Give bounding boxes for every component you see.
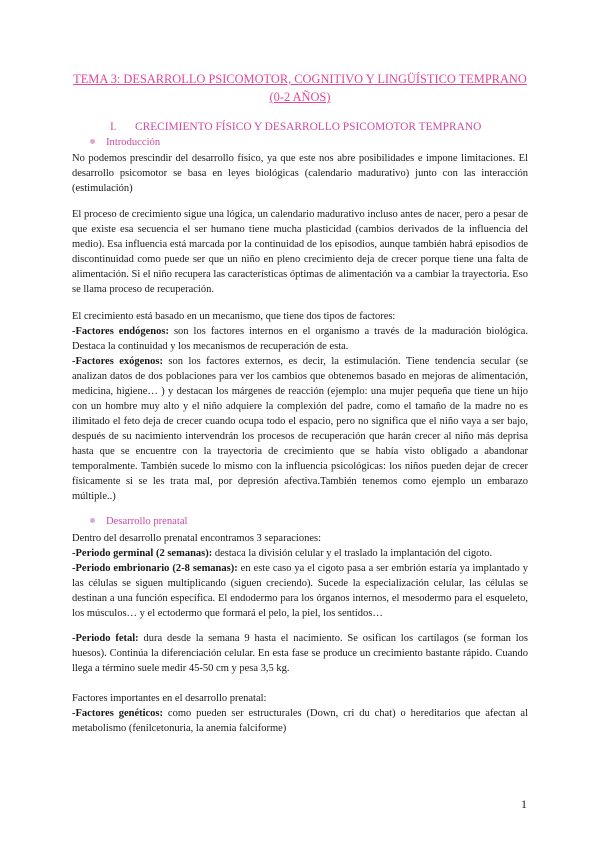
subsection-desarrollo-prenatal (90, 516, 187, 527)
section-number: I. (110, 121, 117, 133)
bullet-icon (90, 518, 95, 523)
term-text: son los factores internos en el organismo a través de la maduración biológica. Destaca la continuidad y los mecanismos de recuperación de esta. (72, 326, 528, 352)
document-title: TEMA 3: DESARROLLO PSICOMOTOR, COGNITIVO Y LINGÜÍSTICO TEMPRANO (0-2 AÑOS) (73, 72, 527, 104)
periodo-germinal (72, 546, 528, 561)
periodo-fetal (72, 631, 528, 676)
periodo-embrionario (72, 561, 528, 621)
term-label: -Periodo fetal: (72, 633, 139, 644)
subsection-label: Introducción (106, 137, 161, 148)
subsection-introduccion (90, 137, 160, 148)
paragraph: El proceso de crecimiento sigue una lógica, un calendario madurativo incluso antes de nacer, pero a pesar de que existe esa secuencia el ser humano tiene mucha plasticidad (cambios derivados de la influencia del medio). Esa influencia está marcada por la continuidad de los episodios, aunque también habrá episodios de discontinuidad como puede ser que un niño en pleno crecimiento deja de crecer porque tiene una falta de alimentación. Si el niño recupera las características óptimas de alimentación va a cambiar la trayectoria. Eso se llama proceso de recuperación. (72, 209, 528, 295)
bullet-icon (90, 139, 95, 144)
factor-endogenos (72, 324, 528, 354)
factores-geneticos (72, 706, 528, 736)
term-label: -Factores genéticos: (72, 708, 164, 719)
subsection-label: Desarrollo prenatal (106, 516, 188, 527)
term-text: son los factores externos, es decir, la estimulación. Tiene tendencia secular (se analizan datos de dos poblaciones para ver los cambios que obtenemos basado en mejoras de alimentación, medicina, higiene… ) y destacan los márgenes de reacción (ejemplo: una mujer pequeña que tiene un hijo con un hombre muy alto y el niño adquiere la complexión del padre, como el tamaño de la madre no es ilimitado el feto deja de crecer cuando ocupa todo el espacio, pero no significa que el niño vaya a ser bajo, después de su nacimiento intervendrán los procesos de recuperación que harán crecer al niño más deprisa hasta que se encuentre con la trayectoria de crecimiento que se había visto obligado a abandonar temporalmente. También sucede lo mismo con la influencia psicológicas: los niños pueden dejar de crecer físicamente si se les trata mal, por depresión afectiva.También tenemos como ejemplo un embarazo múltiple..) (72, 356, 528, 502)
term-label: -Factores endógenos: (72, 326, 169, 337)
paragraph: El crecimiento está basado en un mecanismo, que tiene dos tipos de factores: (72, 311, 396, 322)
term-text: destaca la división celular y el traslado la implantación del cigoto. (212, 548, 493, 559)
page-number: 1 (521, 797, 527, 811)
paragraph: Dentro del desarrollo prenatal encontramos 3 separaciones: (72, 533, 321, 544)
term-label: -Factores exógenos: (72, 356, 163, 367)
term-label: -Periodo embrionario (2-8 semanas): (72, 563, 238, 574)
factor-exogenos (72, 354, 528, 504)
term-text: dura desde la semana 9 hasta el nacimiento. Se osifican los cartílagos (se forman los huesos). Continúa la diferenciación celular. En esta fase se produce un crecimiento bastante rápido. Cuando llega a término suele medir 45-50 cm y pesa 3,5 kg. (72, 633, 528, 674)
term-label: -Periodo germinal (2 semanas): (72, 548, 213, 559)
paragraph: No podemos prescindir del desarrollo físico, ya que este nos abre posibilidades e impone limitaciones. El desarrollo psicomotor se basa en leyes biológicas (calendario madurativo) junto con las interacción (estimulación) (72, 153, 528, 194)
section-label: CRECIMIENTO FÍSICO Y DESARROLLO PSICOMOTOR TEMPRANO (135, 121, 482, 133)
term-text: como pueden ser estructurales (Down, cri du chat) o hereditarios que afectan al metabolismo (fenilcetonuria, la anemia falciforme) (72, 708, 528, 734)
term-text: en este caso ya el cigoto pasa a ser embrión estaría ya implantado y las células se siguen multiplicando (siguen creciendo). Sucede la especialización celular, las células se destinan a una función específica. El endodermo para los órganos internos, el mesodermo para el esqueleto, los músculos… y el ectodermo que formará el pelo, la piel, los sentidos… (72, 563, 528, 619)
paragraph: Factores importantes en el desarrollo prenatal: (72, 693, 267, 704)
